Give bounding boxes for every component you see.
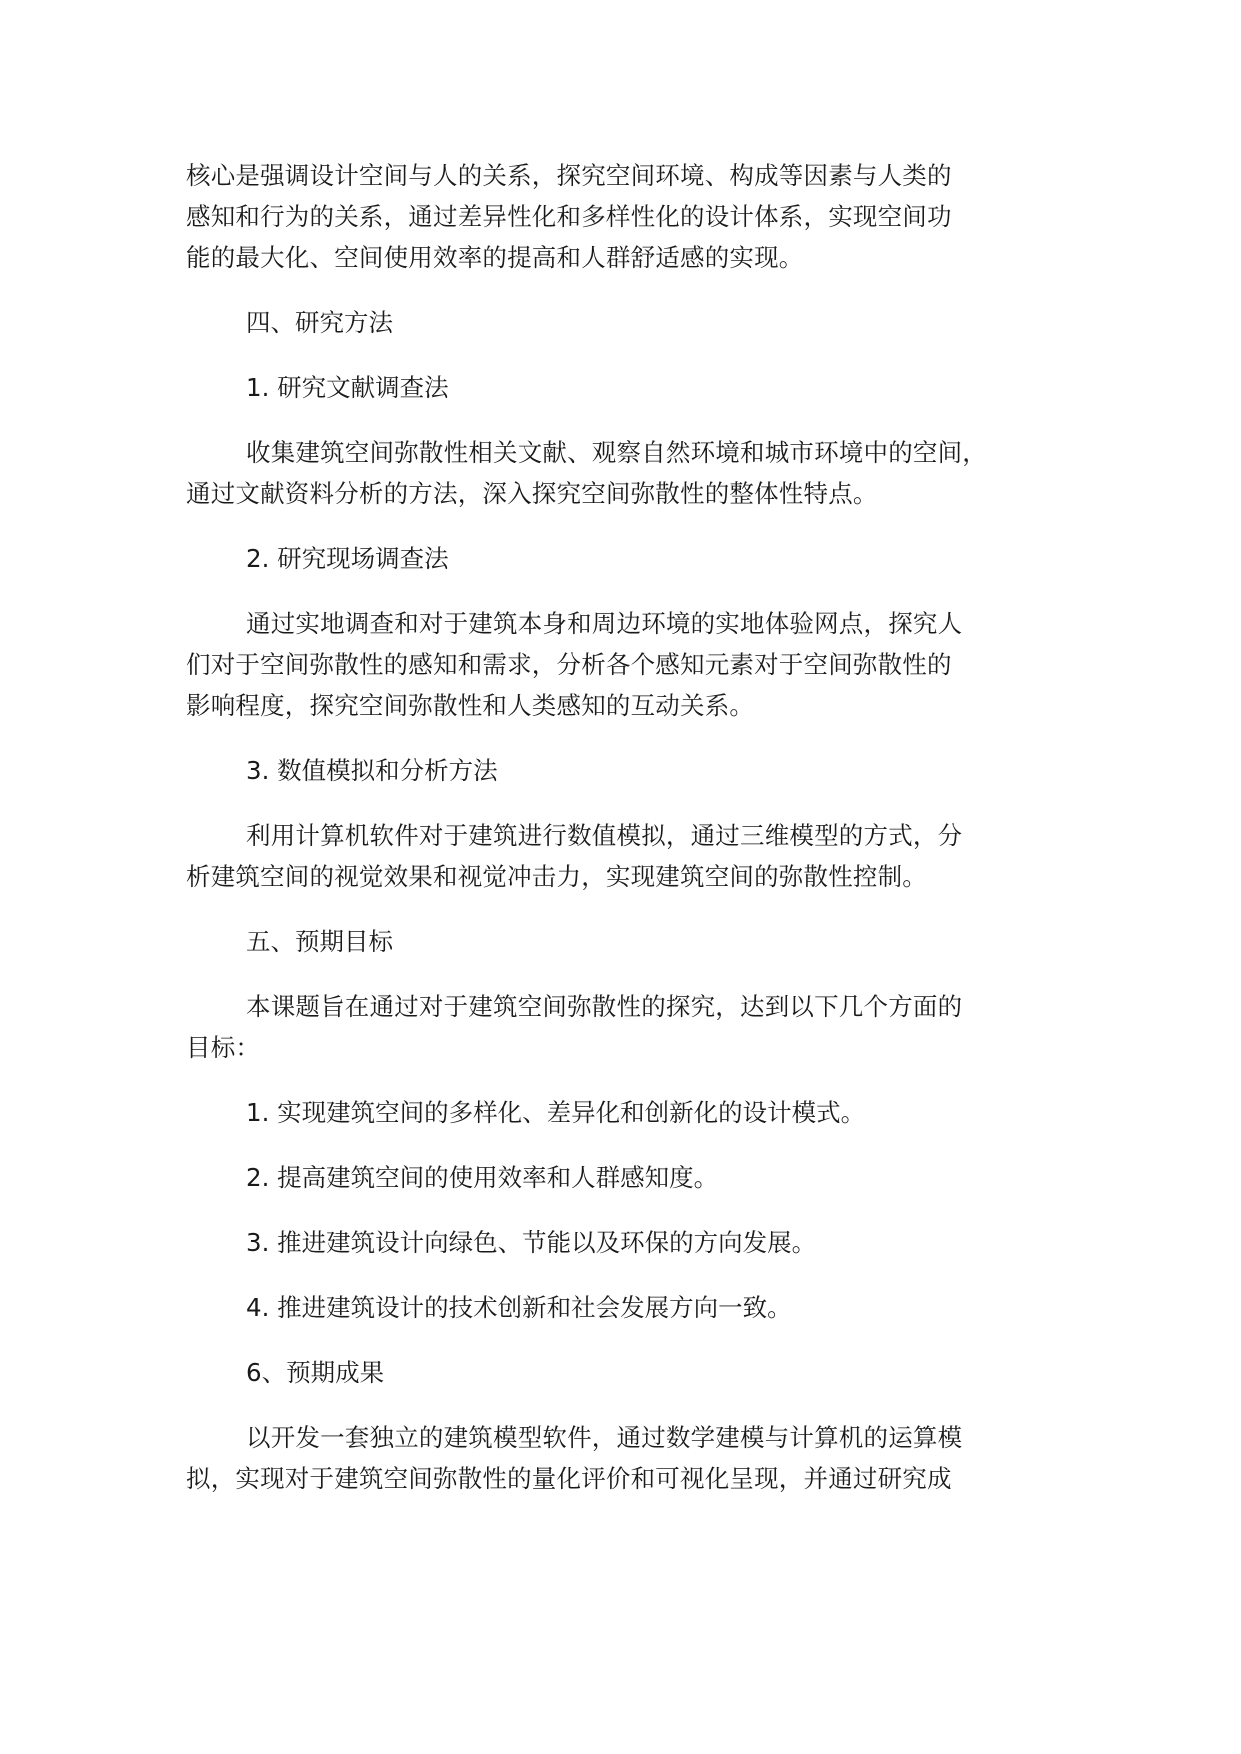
body-paragraph — [186, 815, 1066, 897]
section-heading: 2. 研究现场调查法 — [246, 544, 449, 573]
section-heading: 4. 推进建筑设计的技术创新和社会发展方向一致。 — [246, 1293, 792, 1322]
paragraph-line: 影响程度，探究空间弥散性和人类感知的互动关系。 — [186, 691, 755, 720]
paragraph-line: 核心是强调设计空间与人的关系，探究空间环境、构成等因素与人类的 — [186, 161, 952, 190]
section-heading: 五、预期目标 — [246, 927, 393, 956]
body-paragraph — [186, 1417, 1066, 1499]
paragraph-line: 本课题旨在通过对于建筑空间弥散性的探究，达到以下几个方面的 — [246, 992, 963, 1021]
paragraph-line: 以开发一套独立的建筑模型软件，通过数学建模与计算机的运算模 — [246, 1423, 963, 1452]
paragraph-line: 收集建筑空间弥散性相关文献、观察自然环境和城市环境中的空间， — [246, 438, 987, 467]
paragraph-line: 感知和行为的关系，通过差异性化和多样性化的设计体系，实现空间功 — [186, 202, 952, 231]
body-paragraph — [186, 155, 1066, 278]
paragraph-line: 能的最大化、空间使用效率的提高和人群舒适感的实现。 — [186, 243, 804, 272]
paragraph-line: 们对于空间弥散性的感知和需求，分析各个感知元素对于空间弥散性的 — [186, 650, 952, 679]
body-paragraph — [186, 432, 1066, 514]
body-paragraph — [186, 603, 1066, 726]
body-paragraph — [186, 986, 1066, 1068]
section-heading: 四、研究方法 — [246, 308, 393, 337]
section-heading: 3. 数值模拟和分析方法 — [246, 756, 498, 785]
document-body — [186, 155, 1066, 1523]
paragraph-line: 通过文献资料分析的方法，深入探究空间弥散性的整体性特点。 — [186, 479, 878, 508]
section-heading: 6、预期成果 — [246, 1358, 385, 1387]
section-heading: 1. 研究文献调查法 — [246, 373, 449, 402]
section-heading: 1. 实现建筑空间的多样化、差异化和创新化的设计模式。 — [246, 1098, 866, 1127]
paragraph-line: 拟，实现对于建筑空间弥散性的量化评价和可视化呈现，并通过研究成 — [186, 1464, 952, 1493]
paragraph-line: 利用计算机软件对于建筑进行数值模拟，通过三维模型的方式，分 — [246, 821, 963, 850]
paragraph-line: 目标： — [186, 1033, 261, 1062]
paragraph-line: 析建筑空间的视觉效果和视觉冲击力，实现建筑空间的弥散性控制。 — [186, 862, 927, 891]
section-heading: 2. 提高建筑空间的使用效率和人群感知度。 — [246, 1163, 719, 1192]
paragraph-line: 通过实地调查和对于建筑本身和周边环境的实地体验网点，探究人 — [246, 609, 963, 638]
section-heading: 3. 推进建筑设计向绿色、节能以及环保的方向发展。 — [246, 1228, 817, 1257]
